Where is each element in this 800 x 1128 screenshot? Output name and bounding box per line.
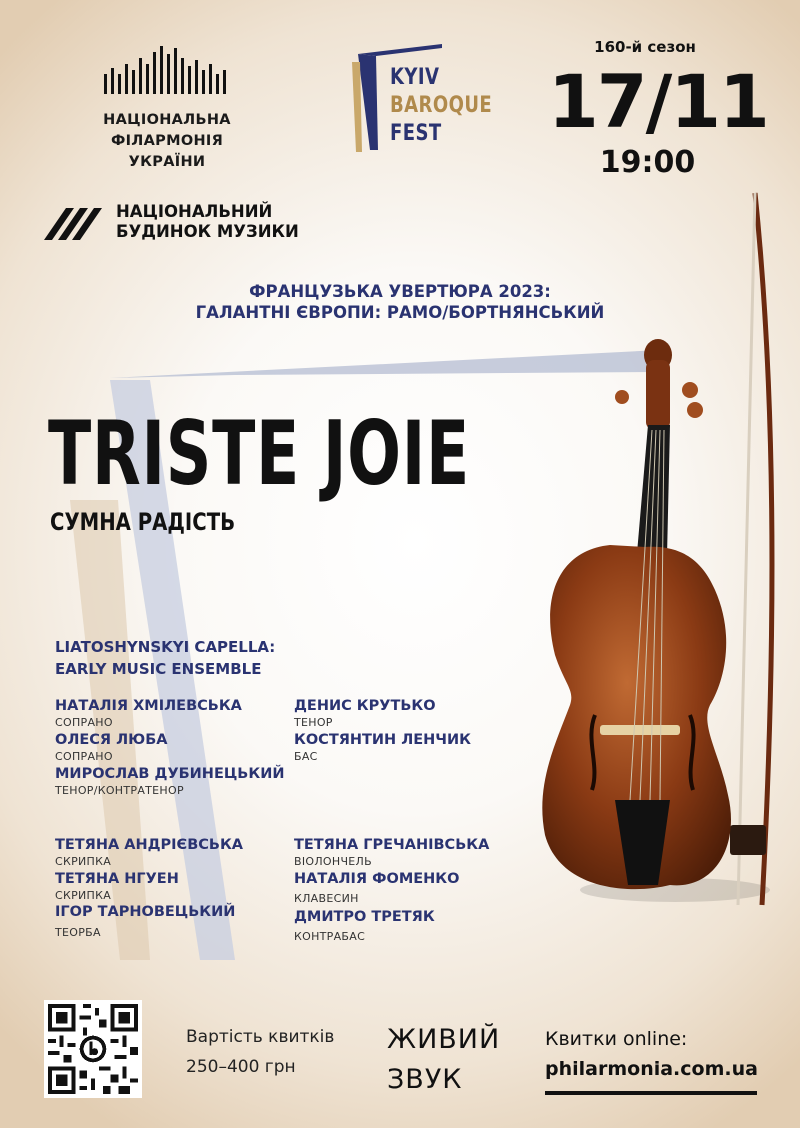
performer [55,836,243,869]
performer-role: СОПРАНО [55,750,113,763]
ensemble-name-line1: LIATOSHYNSKYI CAPELLA: [55,638,276,656]
festival-logo [350,42,500,162]
ticket-price-label: Вартість квитків [186,1027,335,1047]
performer-role: ТЕНОР/КОНТРАТЕНОР [55,784,184,797]
season-label: 160-й сезон [594,38,696,56]
tickets-online-label: Квитки online: [545,1028,688,1050]
concert-time: 19:00 [599,145,696,180]
program-heading-line1: ФРАНЦУЗЬКА УВЕРТЮРА 2023: [249,282,551,301]
performer-name: ТЕТЯНА АНДРІЄВСЬКА [55,837,244,853]
performer [294,697,436,730]
performer-role: БАС [294,750,318,763]
ticket-price-value: 250–400 грн [186,1057,296,1077]
live-sound-line1: ЖИВИЙ [387,1024,501,1055]
performer-role: СОПРАНО [55,716,113,729]
festival-name [390,64,492,148]
live-sound-line2: ЗВУК [387,1064,463,1095]
performer [55,903,235,940]
music-house-logo [44,202,304,244]
performer [294,836,489,869]
performer-role: ТЕНОР [294,716,333,729]
performer [55,731,167,764]
philharmonic-logo [52,44,282,173]
tickets-website-link[interactable]: philarmonia.com.ua [545,1058,758,1080]
program-heading-line2: ГАЛАНТНІ ЄВРОПИ: РАМО/БОРТНЯНСЬКИЙ [195,303,605,322]
performer [55,765,284,798]
ensemble-name [55,636,275,680]
festival-name-line3: FEST [390,121,442,146]
music-house-name [116,202,299,242]
performer-name: МИРОСЛАВ ДУБИНЕЦЬКИЙ [55,766,285,782]
performer-name: ДМИТРО ТРЕТЯК [294,909,435,925]
music-house-logo-icon [44,204,106,244]
performer-name: ОЛЕСЯ ЛЮБА [55,732,168,748]
performer-name: ІГОР ТАРНОВЕЦЬКИЙ [55,904,236,920]
violin-illustration [500,185,790,925]
performer-role: СКРИПКА [55,889,112,902]
performer [294,870,459,906]
performer-role: ТЕОРБА [55,926,101,939]
footer-divider [545,1091,757,1095]
performer-role: СКРИПКА [55,855,112,868]
performer-name: НАТАЛІЯ ХМІЛЕВСЬКА [55,698,242,714]
performer-role: КОНТРАБАС [294,930,366,943]
music-house-name-line2: БУДИНОК МУЗИКИ [116,222,299,241]
concert-date: 17/11 [548,60,768,145]
concert-subtitle: СУМНА РАДІСТЬ [50,508,236,536]
performer-role: ВІОЛОНЧЕЛЬ [294,855,372,868]
live-sound-label [387,1020,500,1100]
performer-role: КЛАВЕСИН [294,892,359,905]
concert-title: TRISTE JOIE [48,402,470,505]
music-house-name-line1: НАЦІОНАЛЬНИЙ [116,202,273,221]
philharmonic-name-line1: НАЦІОНАЛЬНА ФІЛАРМОНІЯ [103,112,231,149]
performer [294,731,471,764]
philharmonic-name-line2: УКРАЇНИ [128,154,206,170]
philharmonic-logo-icon [102,44,232,94]
performer-name: ТЕТЯНА НГУЕН [55,871,179,887]
performer [55,870,179,903]
tickets-online [545,1024,758,1084]
performer-name: КОСТЯНТИН ЛЕНЧИК [294,732,472,748]
ensemble-name-line2: EARLY MUSIC ENSEMBLE [55,660,262,678]
festival-name-line2: BAROQUE [390,93,493,118]
performer-name: ДЕНИС КРУТЬКО [294,698,436,714]
performer-name: ТЕТЯНА ГРЕЧАНІВСЬКА [294,837,490,853]
qr-code-icon[interactable] [44,1000,142,1098]
performer [294,908,435,944]
performer [55,697,242,730]
ticket-price [186,1022,334,1082]
festival-name-line1: KYIV [390,65,440,90]
performer-name: НАТАЛІЯ ФОМЕНКО [294,871,460,887]
